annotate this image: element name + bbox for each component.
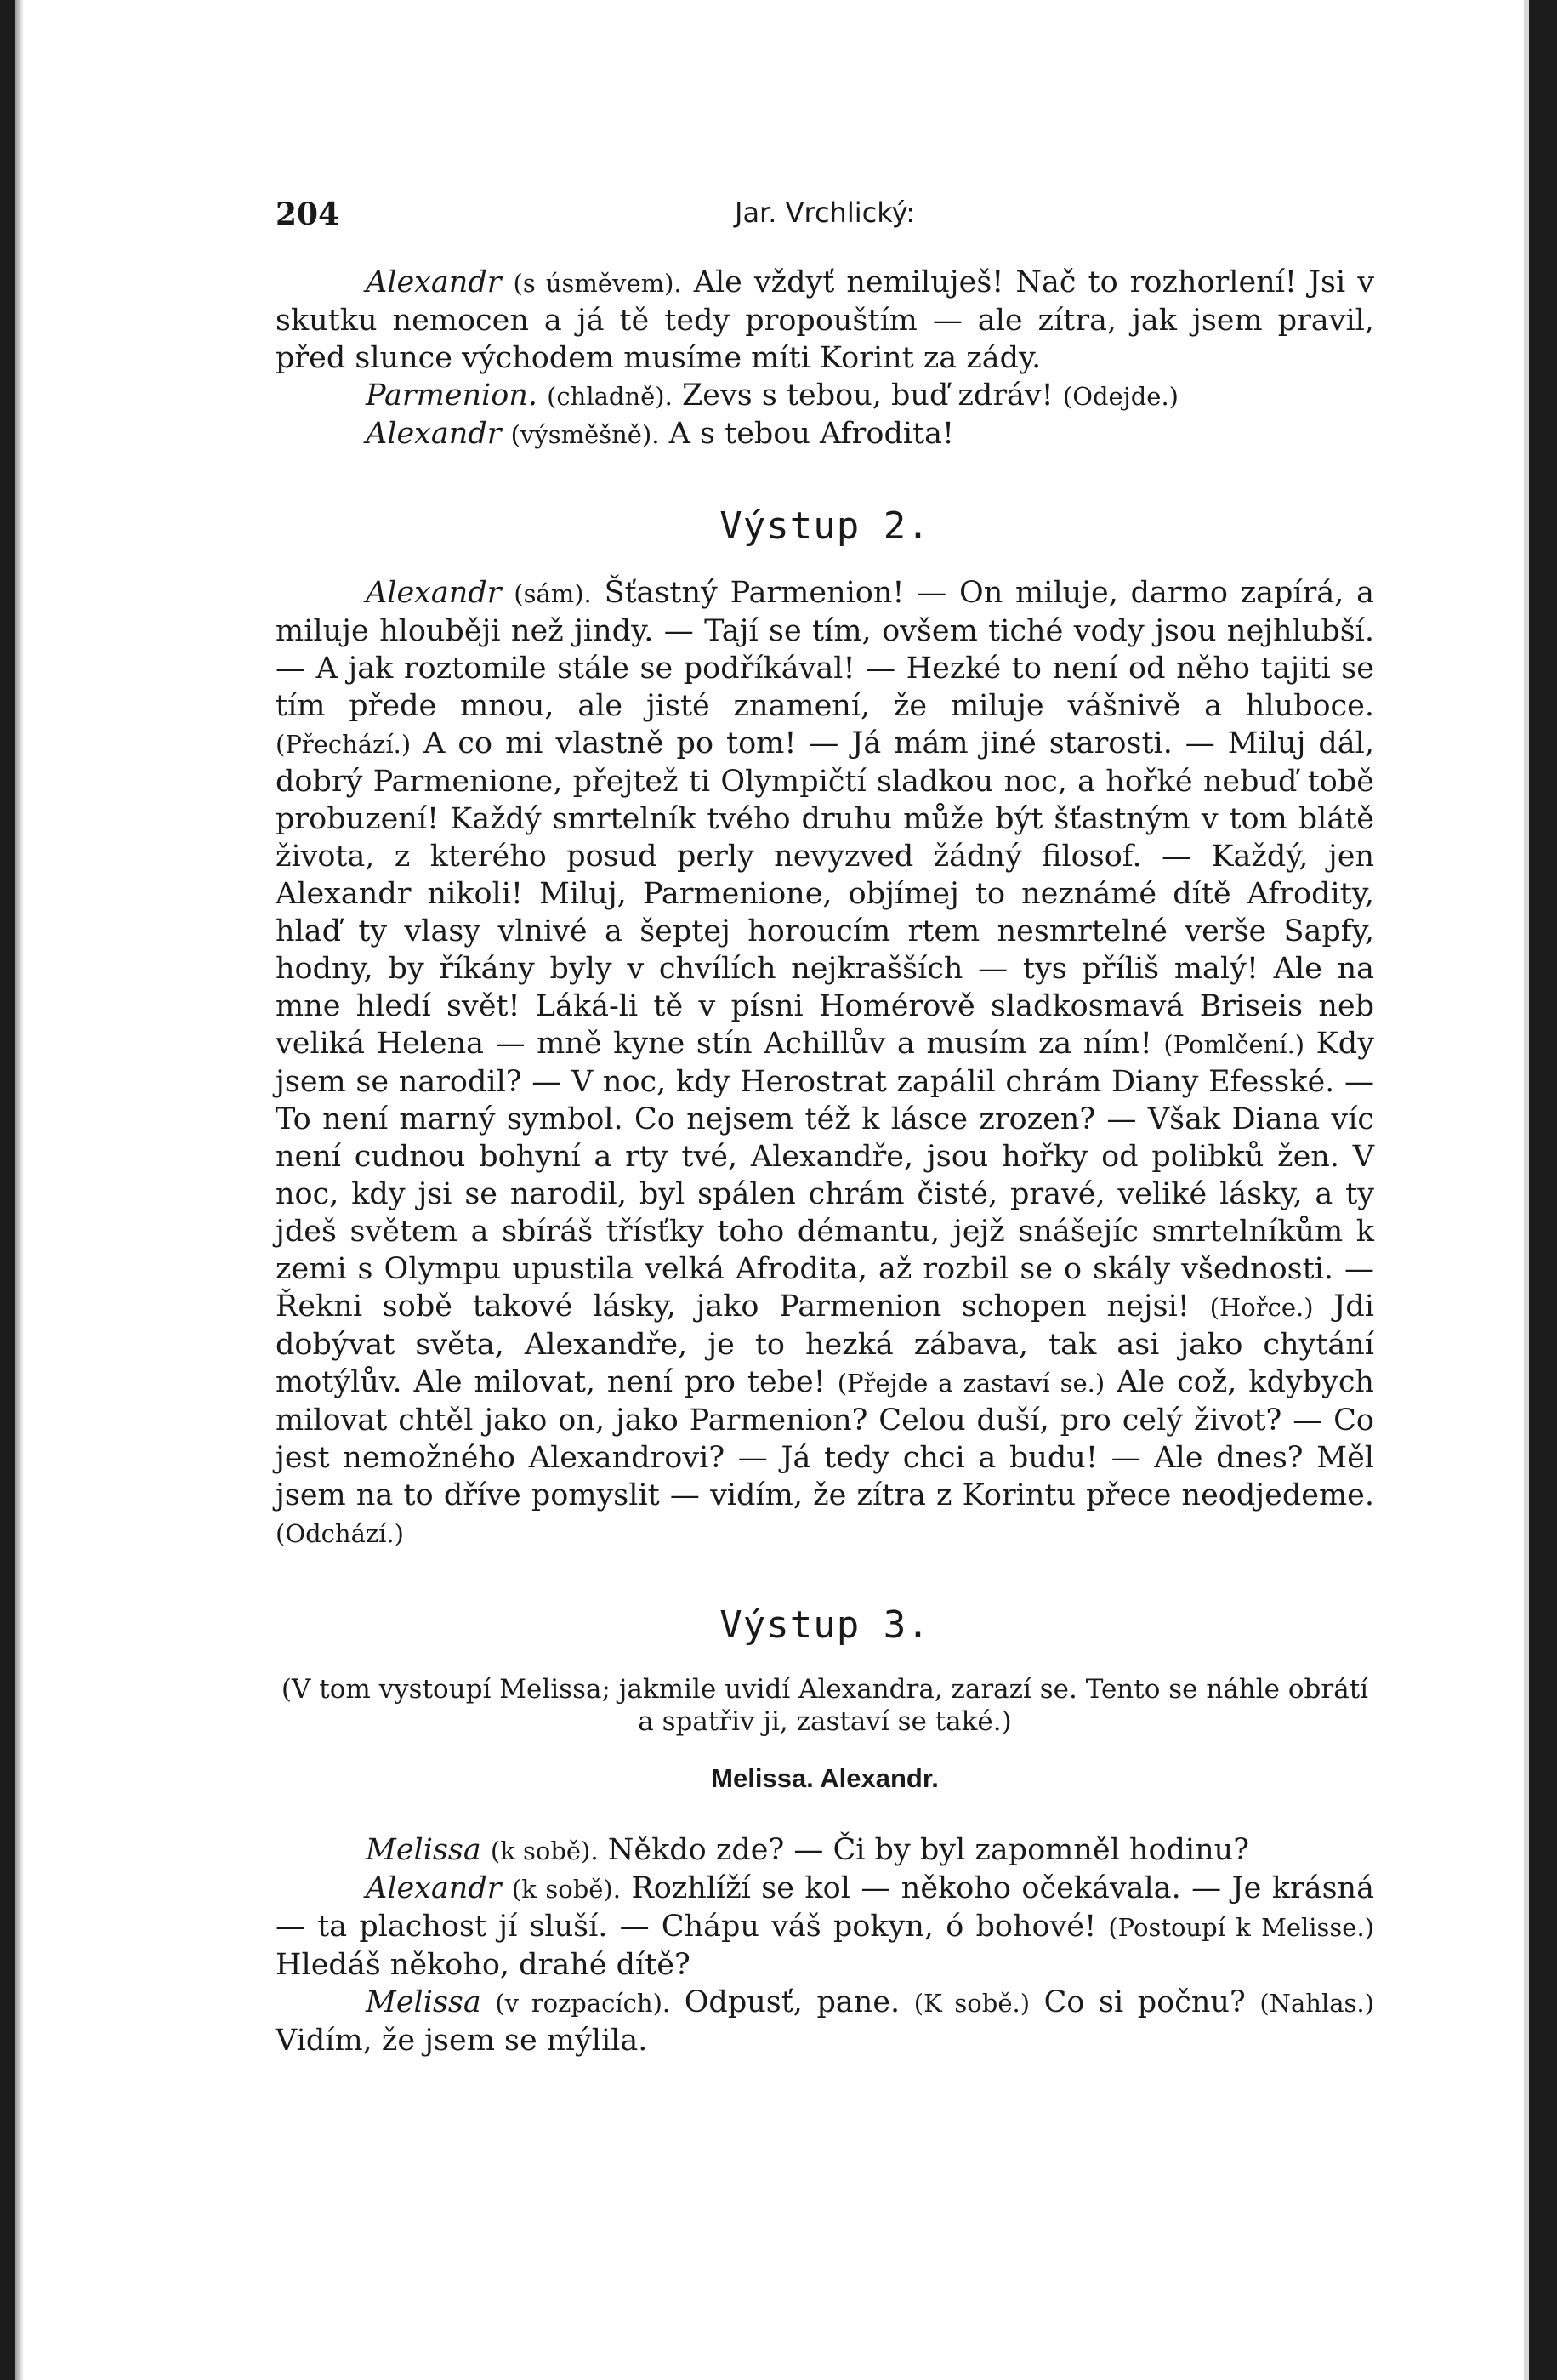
dialogue-text: Ale vždyť nemiluješ! Nač to rozhorlení! Jsi v skutku nemocen a já tě tedy propouštím — ale zítra, jak jsem pravil, před slunce východem musíme míti Korint za zády. xyxy=(276,265,1374,375)
page-content xyxy=(276,187,1374,2059)
dialogue-text: Kdy jsem se narodil? — V noc, kdy Herostrat zapálil chrám Diany Efesské. — To není marný symbol. Co nejsem též k lásce zrozen? — Však Diana víc není cudnou bohyní a rty tvé, Alexandře, jsou hořky od polibků žen. V noc, kdy jsi se narodil, byl spálen chrám čisté, pravé, veliké lásky, a ty jdeš světem a sbíráš třísťky toho démantu, jejž snášejíc smrtelníkům k zemi s Olympu upustila velká Afrodita, až rozbil se o skály všednosti. — Řekni sobě takové lásky, jako Parmenion schopen nejsi! xyxy=(276,1027,1374,1324)
running-header xyxy=(276,187,1374,230)
dialogue-line xyxy=(276,264,1374,377)
scene-intro: (V tom vystoupí Melissa; jakmile uvidí Alexandra, zarazí se. Tento se náhle obrátí a spatřiv ji, zastaví se také.) xyxy=(281,1674,1369,1737)
dialogue-text: A s tebou Afrodita! xyxy=(668,417,955,451)
dialogue-line xyxy=(276,1984,1374,2059)
stage-direction: (Nahlas.) xyxy=(1259,1989,1374,2018)
dialogue-line xyxy=(276,1831,1374,1870)
speaker-name: Parmenion. xyxy=(366,379,537,413)
speaker-name: Melissa xyxy=(366,1985,481,2019)
dialogue-text: Odpusť, pane. xyxy=(684,1985,901,2019)
stage-direction: (v rozpacích). xyxy=(495,1989,671,2018)
dialogue-text: Jdi dobývat světa, Alexandře, je to hezká zábava, tak asi jako chytání motýlův. Ale milovat, není pro tebe! xyxy=(276,1290,1374,1399)
stage-direction: (sám). xyxy=(514,579,592,608)
page-number: 204 xyxy=(276,196,340,232)
dialogue-text: Hledáš někoho, drahé dítě? xyxy=(276,1948,690,1982)
stage-direction: (Pomlčení.) xyxy=(1163,1030,1305,1059)
speaker-name: Alexandr xyxy=(366,417,502,451)
page-binding-shadow xyxy=(15,0,24,2380)
dialogue-text: Co si počnu? xyxy=(1043,1985,1246,2019)
stage-direction: (Přechází.) xyxy=(276,730,412,759)
dialogue-text: Vidím, že jsem se mýlila. xyxy=(276,2024,648,2058)
cast-list: Melissa. Alexandr. xyxy=(711,1763,939,1793)
dialogue-text: Ale což, kdybych milovat chtěl jako on, jako Parmenion? Celou duší, pro celý život? — Co jest nemožného Alexandrovi? — Já tedy chci a budu! — Ale dnes? Měl jsem na to dříve pomyslit — vidím, že zítra z Korintu přece neodjedeme. xyxy=(276,1365,1374,1512)
speaker-name: Alexandr xyxy=(366,576,502,610)
running-head: Jar. Vrchlický: xyxy=(735,196,915,229)
book-page xyxy=(15,0,1529,2380)
speaker-name: Alexandr xyxy=(366,1871,502,1905)
scene-heading: Výstup 2. xyxy=(719,504,930,548)
stage-direction: (Hořce.) xyxy=(1209,1293,1314,1322)
dialogue-line xyxy=(276,377,1374,415)
stage-direction: (s úsměvem). xyxy=(513,269,682,298)
dialogue-text: Někdo zde? — Či by byl zapomněl hodinu? xyxy=(607,1833,1249,1867)
speaker-name: Melissa xyxy=(366,1833,481,1867)
stage-direction: (K sobě.) xyxy=(913,1989,1031,2018)
stage-direction: (k sobě). xyxy=(490,1836,599,1865)
dialogue-text: Šťastný Parmenion! — On miluje, darmo zapírá, a miluje hlouběji než jindy. — Tají se tím, ovšem tiché vody jsou nejhlubší. — A jak roztomile stále se podříkával! — Hezké to není od něho tajiti se tím přede mnou, ale jisté znamení, že miluje vášnivě a hluboce. xyxy=(276,576,1374,723)
stage-direction: (Postoupí k Melisse.) xyxy=(1108,1913,1374,1942)
stage-direction: (výsměšně). xyxy=(510,420,660,449)
stage-direction: (Odchází.) xyxy=(276,1519,404,1548)
dialogue-text: A co mi vlastně po tom! — Já mám jiné starosti. — Miluj dál, dobrý Parmenione, přejtež ti Olympičtí sladkou noc, a hořké nebuď tobě probuzení! Každý smrtelník tvého druhu může být šťastným v tom blátě života, z kterého posud perly nevyzved žádný filosof. — Každý, jen Alexandr nikoli! Miluj, Parmenione, objímej to neznámé dítě Afrodity, hlaď ty vlasy vlnivé a šeptej horoucím rtem nesmrtelné verše Sapfy, hodny, by říkány byly v chvílích nejkrašších — tys příliš malý! Ale na mne hledí svět! Láká-li tě v písni Homérově sladkosmavá Briseis neb veliká Helena — mně kyne stín Achillův a musím za ním! xyxy=(276,726,1374,1061)
stage-direction: (chladně). xyxy=(547,382,673,411)
dialogue-line xyxy=(276,1870,1374,1984)
dialogue-text: Rozhlíží se kol — někoho očekávala. — Je krásná — ta plachost jí sluší. — Chápu váš pokyn, ó bohové! xyxy=(276,1871,1374,1944)
stage-direction: (Odejde.) xyxy=(1062,382,1179,411)
page-edge xyxy=(1524,0,1529,2380)
dialogue-text: Zevs s tebou, buď zdráv! xyxy=(681,379,1054,413)
monologue xyxy=(276,574,1374,1552)
scene-heading: Výstup 3. xyxy=(719,1603,930,1647)
speaker-name: Alexandr xyxy=(366,265,502,299)
stage-direction: (k sobě). xyxy=(511,1875,621,1904)
dialogue-line xyxy=(276,415,1374,453)
stage-direction: (Přejde a zastaví se.) xyxy=(837,1369,1105,1398)
